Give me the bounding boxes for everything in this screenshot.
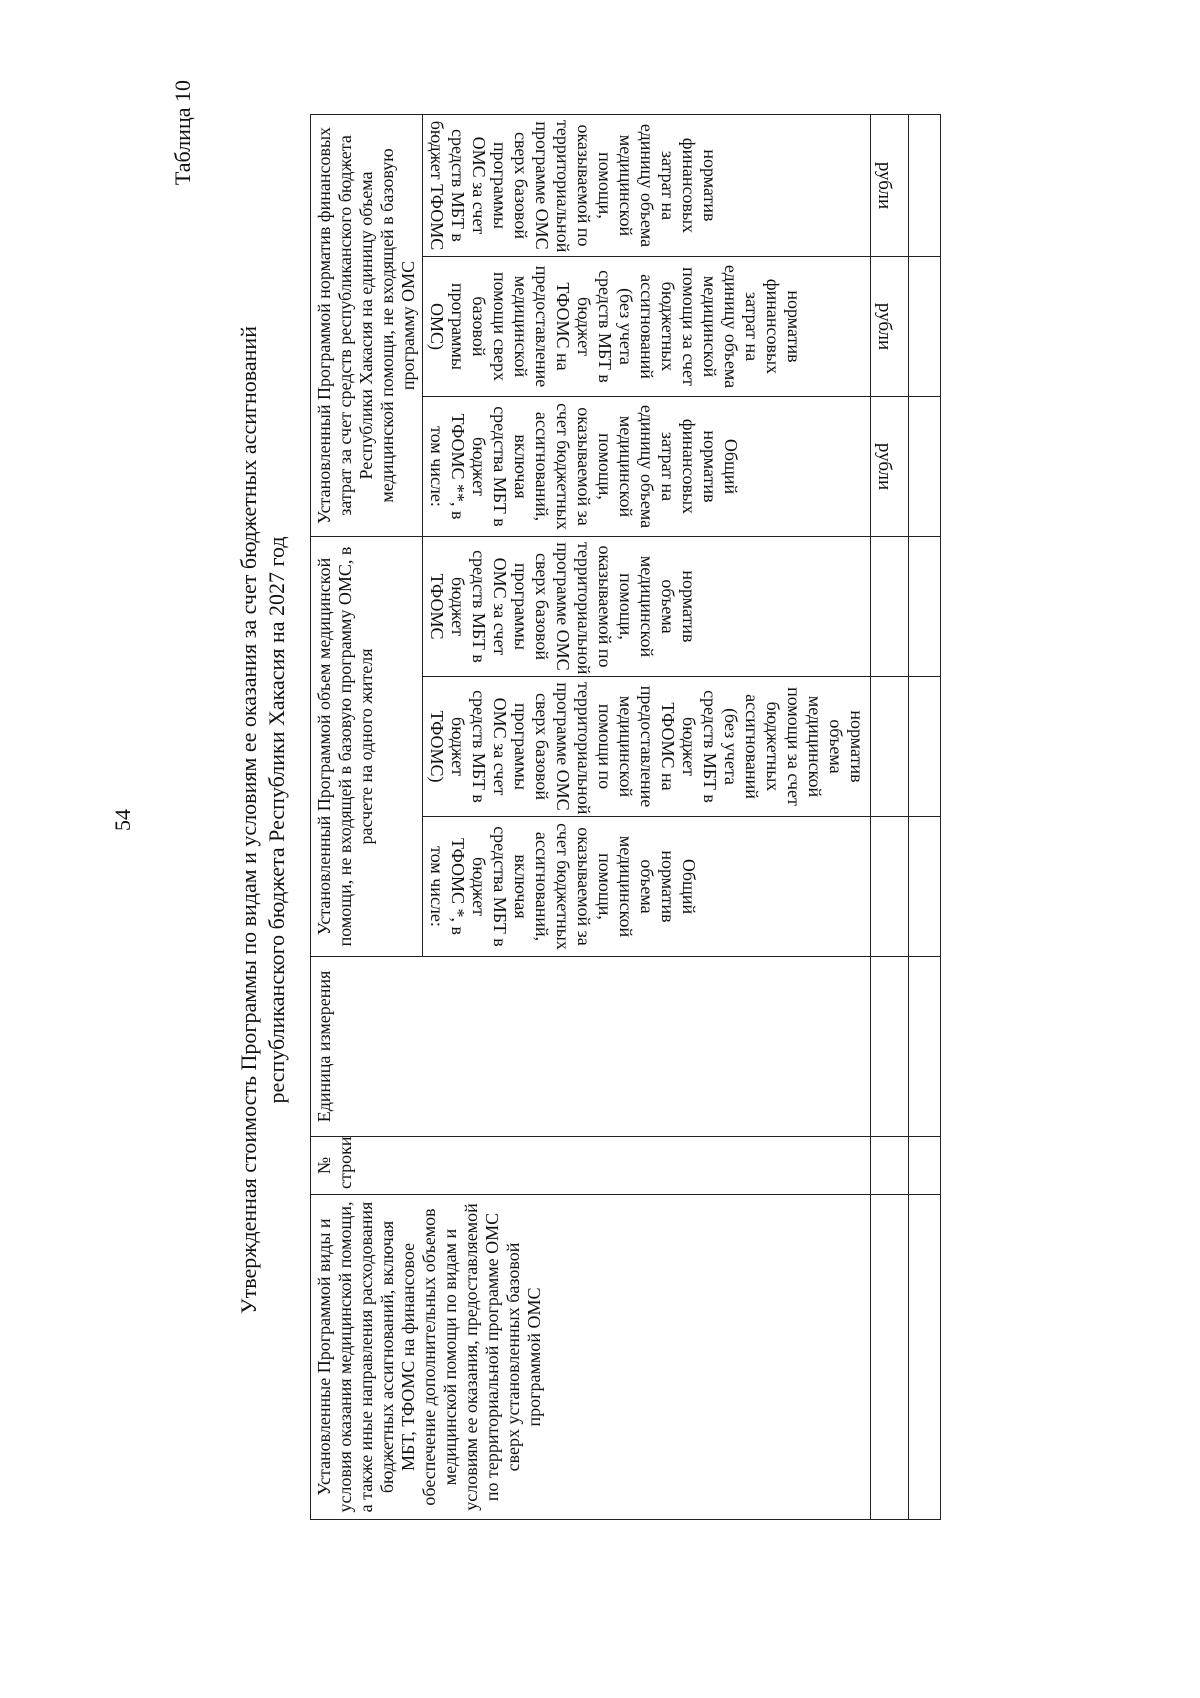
unit-budget-cost	[871, 256, 909, 396]
units-cell-4	[871, 817, 909, 957]
unit-oms-cost-text: рубли	[874, 161, 895, 210]
units-row	[871, 114, 909, 1519]
unit-total-cost	[871, 396, 909, 536]
units-cell-3	[871, 957, 909, 1137]
header-volume-group: Установленный Программой объем медицинской помощи, не входящей в базовую программу ОМС, в расчете на одного жителя	[311, 536, 423, 956]
subheader-total-cost-text: Общий норматив финансовых затрат на единицу объема медицинской помощи, оказываемой за счет бюджетных ассигнований, включая средства МБТ в бюджет ТФОМС **, в том числе:	[427, 403, 741, 530]
empty-cell	[909, 1137, 941, 1195]
subheader-budget-volume	[423, 677, 871, 817]
table-label: Таблица 10	[170, 80, 195, 186]
header-row-1	[311, 114, 423, 1519]
empty-cell	[909, 536, 941, 676]
unit-total-cost-text: рубли	[874, 442, 895, 491]
subheader-total-volume	[423, 817, 871, 957]
units-cell-1	[871, 1195, 909, 1520]
header-cost-group: Установленный Программой норматив финансовых затрат за счет средств республиканского бюджета Республики Хакасия на единицу объема медицинской помощи, не входящей в базовую программу ОМС	[311, 114, 423, 536]
empty-cell	[909, 817, 941, 957]
subheader-oms-volume-text: норматив объема медицинской помощи, оказываемой по территориальной программе ОМС сверх базовой программы ОМС за счет средств МБТ в бюджет ТФОМС	[427, 541, 699, 675]
subheader-oms-cost-text: норматив финансовых затрат на единицу объема медицинской помощи, оказываемой по территориальной программе ОМС сверх базовой программы ОМС за счет средств МБТ в бюджет ТФОМС	[427, 119, 720, 253]
subheader-total-cost	[423, 396, 871, 536]
units-cell-5	[871, 677, 909, 817]
header-row-number: № строки	[311, 1137, 871, 1195]
title-line-1: Утвержденная стоимость Программы по видам и условиям ее оказания за счет бюджетных ассигнований	[236, 326, 261, 1314]
empty-cell	[909, 677, 941, 817]
header-unit: Единица измерения	[311, 957, 871, 1137]
rotated-page	[15, 80, 1115, 1560]
subheader-budget-volume-text: норматив объема медицинской помощи за счет бюджетных ассигнований (без учета средств МБТ в бюджет ТФОМС на предоставление медицинской помощи по территориальной программе ОМС сверх базовой программы ОМС за счет средств МБТ в бюджет ТФОМС)	[427, 682, 867, 815]
empty-cell	[909, 957, 941, 1137]
empty-cell	[909, 256, 941, 396]
document-title	[235, 80, 291, 1560]
unit-budget-cost-text: рубли	[874, 302, 895, 351]
subheader-oms-cost	[423, 114, 871, 256]
units-cell-2	[871, 1137, 909, 1195]
subheader-budget-cost	[423, 256, 871, 396]
subheader-total-volume-text: Общий норматив объема медицинской помощи, оказываемой за счет бюджетных ассигнований, включая средства МБТ в бюджет ТФОМС *, в том числе:	[427, 823, 699, 950]
subheader-budget-cost-text: норматив финансовых затрат на единицу объема медицинской помощи за счет бюджетных ассигнований (без учета средств МБТ в бюджет ТФОМС на предоставление медицинской помощи сверх базовой программы ОМС)	[427, 264, 804, 389]
unit-oms-cost	[871, 114, 909, 256]
page-number: 54	[110, 809, 135, 831]
empty-cell	[909, 1195, 941, 1520]
units-cell-6	[871, 536, 909, 676]
empty-row	[909, 114, 941, 1519]
empty-cell	[909, 114, 941, 256]
title-line-2: республиканского бюджета Республики Хакасия на 2027 год	[264, 536, 289, 1104]
subheader-oms-volume	[423, 536, 871, 676]
header-types-conditions: Установленные Программой виды и условия оказания медицинской помощи, а также иные направления расходования бюджетных ассигнований, включая МБТ, ТФОМС на финансовое обеспечение дополнительных объемов медицинской помощи по видам и условиям ее оказания, предоставляемой по территориальной программе ОМС сверх установленных базовой программой ОМС	[311, 1195, 871, 1520]
empty-cell	[909, 396, 941, 536]
cost-table	[310, 114, 941, 1520]
